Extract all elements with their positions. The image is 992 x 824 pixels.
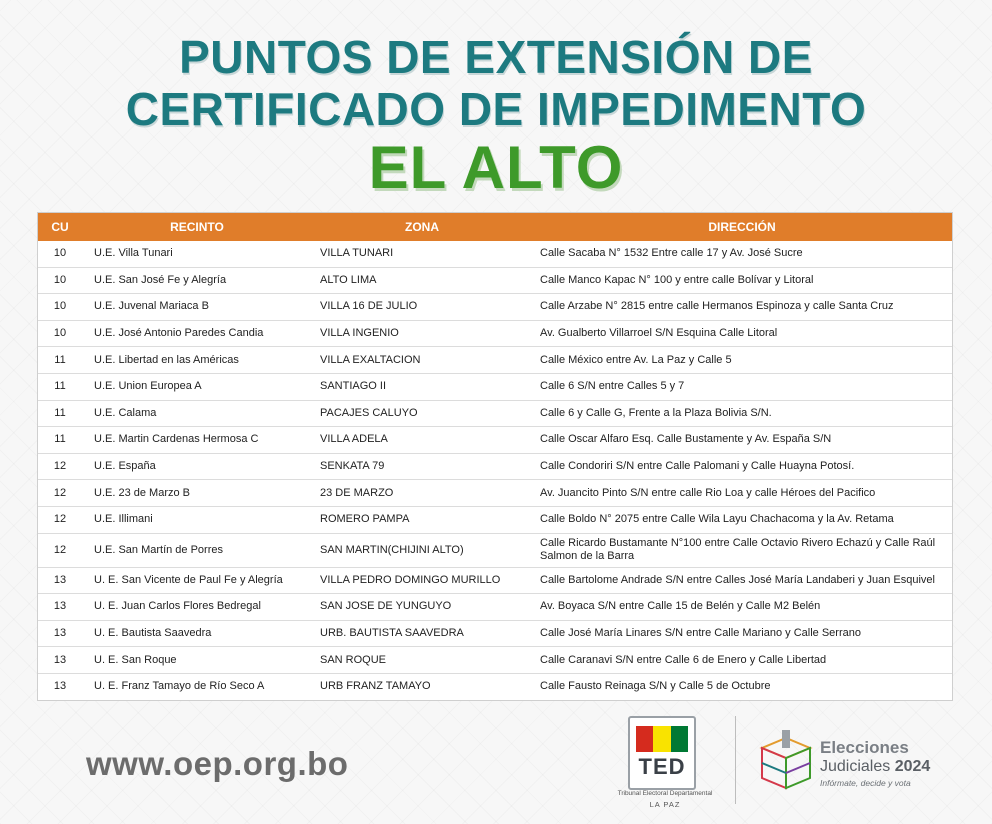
table-row	[38, 533, 952, 567]
cell-recinto: U.E. Villa Tunari	[82, 241, 312, 267]
cell-recinto: U. E. San Roque	[82, 647, 312, 674]
table-row	[38, 373, 952, 400]
cell-recinto: U.E. 23 de Marzo B	[82, 480, 312, 507]
ej-tagline: Infórmate, decide y vota	[820, 778, 911, 788]
cell-direccion: Calle Condoriri S/N entre Calle Palomani y Calle Huayna Potosí.	[532, 453, 952, 480]
cell-recinto: U. E. San Vicente de Paul Fe y Alegría	[82, 567, 312, 594]
cell-direccion: Calle Boldo N° 2075 entre Calle Wila Layu Chachacoma y la Av. Retama	[532, 506, 952, 533]
bolivia-flag-icon	[636, 726, 688, 752]
cell-cu: 13	[53, 680, 67, 693]
cell-cu: 12	[38, 453, 82, 480]
cell-recinto: U.E. Juvenal Mariaca B	[82, 294, 312, 321]
cell-zona: VILLA 16 DE JULIO	[312, 294, 532, 321]
cell-cu: 11	[38, 373, 82, 400]
cell-recinto: U.E. San Martín de Porres	[82, 533, 312, 567]
cell-direccion: Calle 6 S/N entre Calles 5 y 7	[532, 373, 952, 400]
table-row	[38, 427, 952, 454]
cell-recinto: U.E. Illimani	[82, 506, 312, 533]
table-row	[38, 267, 952, 294]
cell-cu: 11	[38, 427, 82, 454]
cell-direccion: Calle Manco Kapac N° 100 y entre calle Bolívar y Litoral	[532, 267, 952, 294]
cell-zona: ALTO LIMA	[312, 267, 532, 294]
cell-zona: SENKATA 79	[312, 453, 532, 480]
cell-direccion: Av. Boyaca S/N entre Calle 15 de Belén y Calle M2 Belén	[532, 594, 952, 621]
logo-divider	[735, 716, 736, 804]
cell-cu: 13	[38, 647, 82, 674]
cell-zona: ROMERO PAMPA	[312, 506, 532, 533]
ej-judiciales: Judiciales	[820, 758, 891, 775]
ej-year: 2024	[894, 758, 931, 775]
cell-direccion: Calle José María Linares S/N entre Calle Mariano y Calle Serrano	[532, 620, 952, 647]
cell-recinto: U.E. Calama	[82, 400, 312, 427]
cell-cu: 10	[38, 320, 82, 347]
cell-zona: VILLA INGENIO	[312, 320, 532, 347]
elecciones-judiciales-logo	[752, 714, 932, 809]
table-row	[38, 400, 952, 427]
column-header-recinto: RECINTO	[82, 213, 312, 241]
cell-direccion: Av. Juancito Pinto S/N entre calle Rio Loa y calle Héroes del Pacifico	[532, 480, 952, 507]
cell-zona: SAN MARTIN(CHIJINI ALTO)	[312, 533, 532, 567]
column-header-zona: ZONA	[312, 213, 532, 241]
table-header-row	[38, 213, 952, 241]
ej-line-1: Elecciones	[820, 738, 909, 757]
column-header-direccion: DIRECCIÓN	[532, 213, 952, 241]
cell-zona: VILLA EXALTACION	[312, 347, 532, 374]
cell-zona: SANTIAGO II	[312, 373, 532, 400]
title-line-1: PUNTOS DE EXTENSIÓN DE	[179, 31, 813, 83]
table-row	[38, 453, 952, 480]
cell-cu: 12	[38, 533, 82, 567]
cell-recinto: U.E. San José Fe y Alegría	[82, 267, 312, 294]
ted-region: LA PAZ	[649, 800, 681, 809]
cell-cu: 11	[38, 400, 82, 427]
cell-cu: 12	[38, 506, 82, 533]
cell-recinto: U.E. Libertad en las Américas	[82, 347, 312, 374]
cell-cu: 10	[38, 267, 82, 294]
cell-recinto: U.E. Martin Cardenas Hermosa C	[82, 427, 312, 454]
cell-zona: VILLA ADELA	[312, 427, 532, 454]
cell-zona: 23 DE MARZO	[312, 480, 532, 507]
table-row	[38, 506, 952, 533]
table-row	[38, 241, 952, 267]
ballot-box-icon	[756, 730, 814, 792]
cell-zona: SAN ROQUE	[312, 647, 532, 674]
cell-cu: 13	[38, 594, 82, 621]
cell-direccion: Calle Oscar Alfaro Esq. Calle Bustamente y Av. España S/N	[532, 427, 952, 454]
table-row	[38, 594, 952, 621]
cell-cu: 12	[38, 480, 82, 507]
ej-line-2	[820, 758, 930, 776]
cell-cu: 10	[38, 241, 82, 267]
cell-direccion: Calle Fausto Reinaga S/N y Calle 5 de Octubre	[540, 680, 771, 693]
cell-direccion: Calle Bartolome Andrade S/N entre Calles José María Landaberi y Juan Esquivel	[532, 567, 952, 594]
ted-acronym: TED	[638, 754, 686, 779]
ted-emblem	[628, 716, 696, 790]
cell-zona: VILLA TUNARI	[312, 241, 532, 267]
cell-recinto: U. E. Juan Carlos Flores Bedregal	[82, 594, 312, 621]
cell-zona: VILLA PEDRO DOMINGO MURILLO	[312, 567, 532, 594]
cell-cu: 13	[38, 620, 82, 647]
cell-direccion: Av. Gualberto Villarroel S/N Esquina Calle Litoral	[532, 320, 952, 347]
ted-logo	[608, 710, 722, 815]
cell-zona: PACAJES CALUYO	[312, 400, 532, 427]
cell-direccion: Calle Ricardo Bustamante N°100 entre Calle Octavio Rivero Echazú y Calle Raúl Salmon de la Barra	[532, 533, 952, 567]
cell-direccion: Calle Caranavi S/N entre Calle 6 de Enero y Calle Libertad	[532, 647, 952, 674]
table-row	[38, 567, 952, 594]
table-row	[38, 320, 952, 347]
cell-cu: 10	[38, 294, 82, 321]
cell-direccion: Calle Sacaba N° 1532 Entre calle 17 y Av. José Sucre	[532, 241, 952, 267]
table-row	[38, 673, 952, 699]
title-city: EL ALTO	[368, 134, 624, 201]
table-row	[38, 647, 952, 674]
cell-cu: 11	[38, 347, 82, 374]
cell-recinto: U.E. España	[82, 453, 312, 480]
table-body	[38, 241, 952, 700]
cell-recinto: U. E. Franz Tamayo de Río Seco A	[94, 680, 265, 693]
cell-recinto: U. E. Bautista Saavedra	[82, 620, 312, 647]
ted-name: Tribunal Electoral Departamental	[617, 790, 713, 797]
table-row	[38, 480, 952, 507]
cell-direccion: Calle México entre Av. La Paz y Calle 5	[532, 347, 952, 374]
cell-zona: URB. BAUTISTA SAAVEDRA	[312, 620, 532, 647]
cell-zona: URB FRANZ TAMAYO	[320, 680, 431, 693]
cell-direccion: Calle 6 y Calle G, Frente a la Plaza Bolivia S/N.	[532, 400, 952, 427]
table-row	[38, 620, 952, 647]
cell-zona: SAN JOSE DE YUNGUYO	[312, 594, 532, 621]
column-header-cu: CU	[38, 213, 82, 241]
cell-recinto: U.E. José Antonio Paredes Candia	[82, 320, 312, 347]
cell-recinto: U.E. Union Europea A	[82, 373, 312, 400]
website-url[interactable]: www.oep.org.bo	[86, 745, 349, 782]
cell-direccion: Calle Arzabe N° 2815 entre calle Hermanos Espinoza y calle Santa Cruz	[532, 294, 952, 321]
title-line-2: CERTIFICADO DE IMPEDIMENTO	[125, 83, 867, 135]
locations-table	[37, 212, 953, 701]
table-row	[38, 294, 952, 321]
cell-cu: 13	[38, 567, 82, 594]
table-row	[38, 347, 952, 374]
